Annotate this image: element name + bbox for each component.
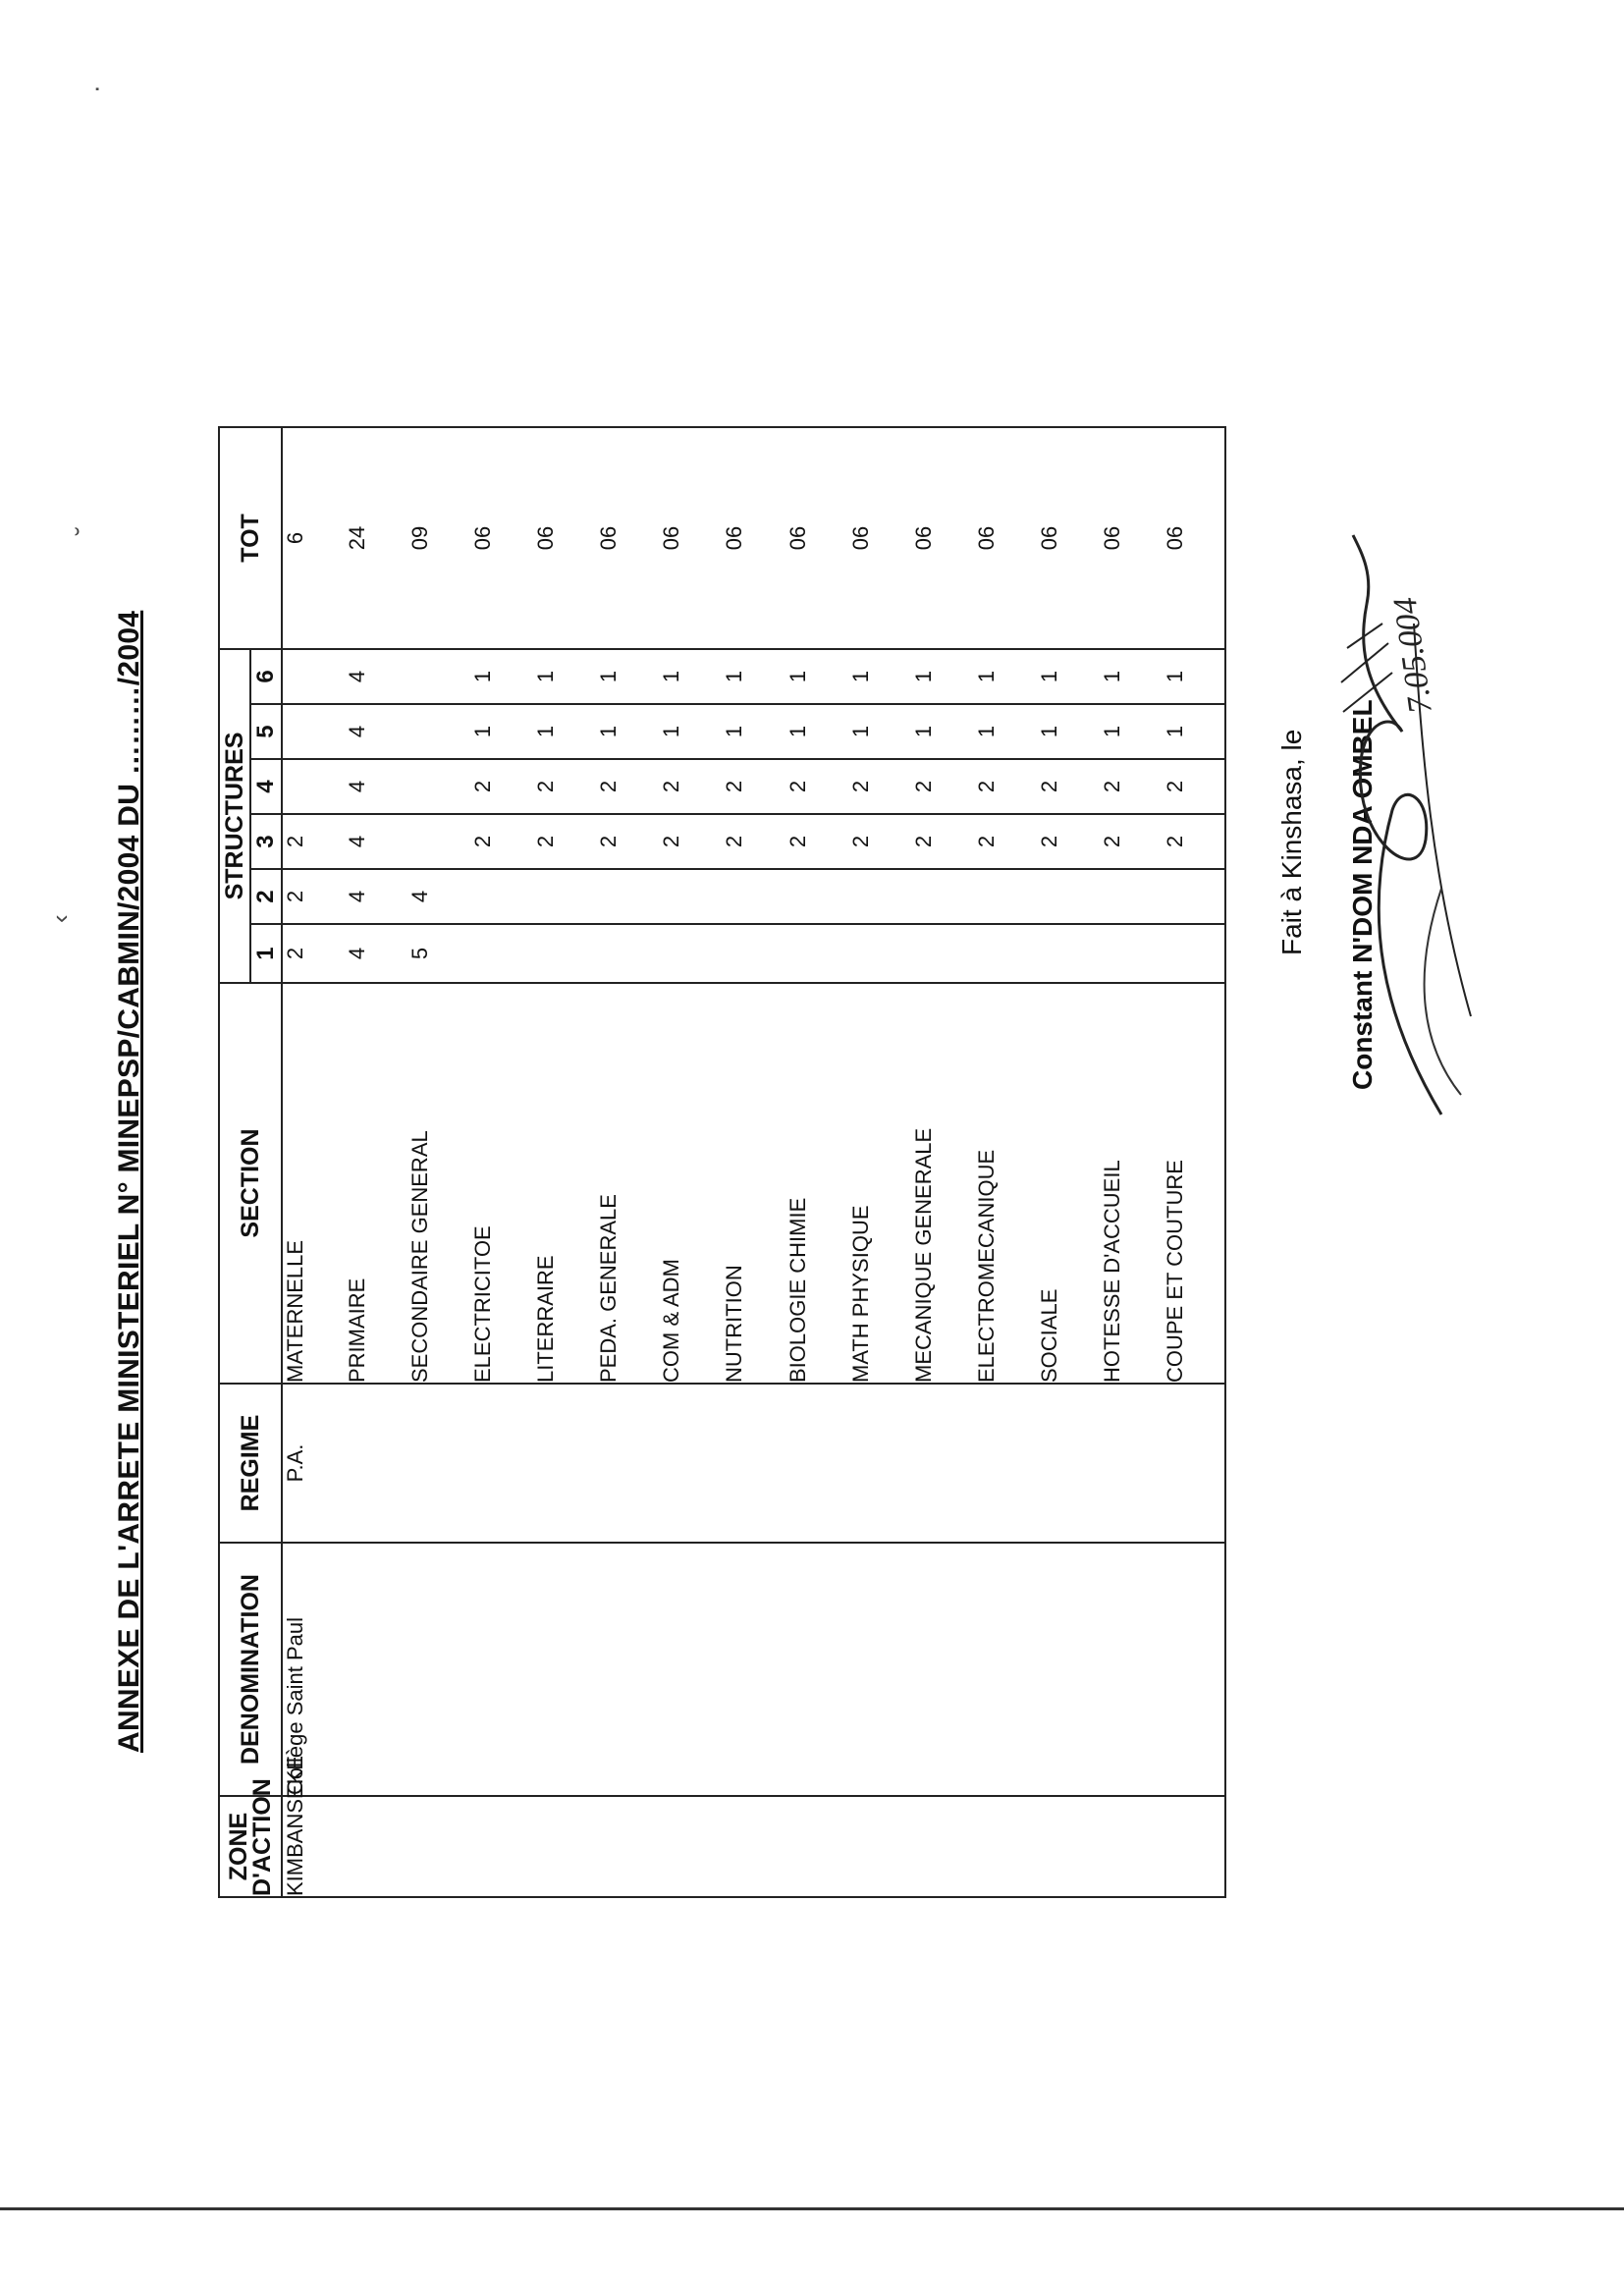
structure-level-5-cell: 1 (848, 704, 911, 759)
structure-level-4-cell: 2 (722, 759, 785, 814)
tot-cell: 06 (470, 427, 533, 649)
structure-level-1-cell (1163, 924, 1225, 983)
structure-level-4-cell: 2 (596, 759, 659, 814)
regime-cell (533, 1384, 596, 1543)
structure-level-6-cell (282, 649, 345, 704)
structure-level-3-cell: 2 (911, 814, 974, 869)
structure-level-1-cell (533, 924, 596, 983)
tot-cell: 06 (848, 427, 911, 649)
structure-level-1-cell: 5 (407, 924, 470, 983)
regime-cell (1163, 1384, 1225, 1543)
structure-level-2-cell: 2 (282, 869, 345, 924)
denomination-cell (345, 1543, 407, 1796)
structure-level-1-cell: 2 (282, 924, 345, 983)
zone-cell: KIMBANSEKE (282, 1796, 345, 1897)
structure-level-3-cell: 2 (1037, 814, 1100, 869)
regime-cell (974, 1384, 1037, 1543)
structure-level-6-cell: 1 (596, 649, 659, 704)
structure-level-2-cell (911, 869, 974, 924)
denomination-cell (1100, 1543, 1163, 1796)
annexe-table (218, 426, 1226, 1898)
table-row (470, 427, 533, 1897)
structure-level-3-cell (407, 814, 470, 869)
tot-cell: 24 (345, 427, 407, 649)
zone-cell (345, 1796, 407, 1897)
regime-cell (596, 1384, 659, 1543)
zone-cell (470, 1796, 533, 1897)
structure-level-5-cell: 1 (1100, 704, 1163, 759)
section-cell: MECANIQUE GENERALE (911, 983, 974, 1384)
structure-level-6-cell: 1 (911, 649, 974, 704)
structure-level-4-cell (407, 759, 470, 814)
structure-level-2-cell (1100, 869, 1163, 924)
handwritten-signature (1324, 525, 1490, 1134)
regime-cell (345, 1384, 407, 1543)
document-title: ANNEXE DE L'ARRETE MINISTERIEL N° MINEPSP/CABMIN/2004 DU ………/2004 (113, 610, 145, 1753)
structure-level-4-cell: 2 (911, 759, 974, 814)
structure-level-4-cell: 2 (1037, 759, 1100, 814)
structure-level-4-cell: 2 (1100, 759, 1163, 814)
tot-cell: 06 (911, 427, 974, 649)
scan-edge-line (0, 2207, 1624, 2210)
zone-cell (785, 1796, 848, 1897)
structure-level-6-cell: 1 (785, 649, 848, 704)
table-row (282, 427, 345, 1897)
zone-cell (1037, 1796, 1100, 1897)
structure-level-4-cell: 2 (848, 759, 911, 814)
section-cell: ELECTROMECANIQUE (974, 983, 1037, 1384)
zone-cell (911, 1796, 974, 1897)
zone-cell (1100, 1796, 1163, 1897)
regime-cell (848, 1384, 911, 1543)
structure-level-1-cell: 4 (345, 924, 407, 983)
header-structures: STRUCTURES (219, 649, 250, 983)
structure-level-1-cell (1100, 924, 1163, 983)
section-cell: NUTRITION (722, 983, 785, 1384)
structure-level-5-cell (282, 704, 345, 759)
table-row (407, 427, 470, 1897)
tot-cell: 06 (533, 427, 596, 649)
zone-cell (722, 1796, 785, 1897)
signature-date: 7.05.004 (1386, 595, 1439, 717)
header-section: SECTION (219, 983, 282, 1384)
section-cell: LITERRAIRE (533, 983, 596, 1384)
structure-level-4-cell (282, 759, 345, 814)
denomination-cell (911, 1543, 974, 1796)
tot-cell: 06 (596, 427, 659, 649)
denomination-cell (407, 1543, 470, 1796)
denomination-cell (785, 1543, 848, 1796)
table-header (219, 427, 282, 1897)
table-row (1100, 427, 1163, 1897)
table-row (1037, 427, 1100, 1897)
structure-level-3-cell: 2 (1163, 814, 1225, 869)
structure-level-3-cell: 2 (659, 814, 722, 869)
regime-cell (659, 1384, 722, 1543)
structure-level-2-cell (1163, 869, 1225, 924)
structure-level-6-cell: 1 (470, 649, 533, 704)
section-cell: SECONDAIRE GENERAL (407, 983, 470, 1384)
zone-cell (848, 1796, 911, 1897)
structure-level-2-cell (974, 869, 1037, 924)
regime-cell (785, 1384, 848, 1543)
structure-level-4-cell: 2 (785, 759, 848, 814)
header-level-1: 1 (250, 924, 282, 983)
signatory-name: Constant N'DOM NDA OMBEL (1347, 699, 1378, 1090)
tot-cell: 06 (1037, 427, 1100, 649)
structure-level-3-cell: 2 (533, 814, 596, 869)
header-zone (219, 1778, 282, 1897)
structure-level-2-cell (722, 869, 785, 924)
tot-cell: 6 (282, 427, 345, 649)
regime-cell (1100, 1384, 1163, 1543)
structure-level-4-cell: 2 (533, 759, 596, 814)
structure-level-6-cell (407, 649, 470, 704)
structure-level-5-cell: 1 (659, 704, 722, 759)
structure-level-3-cell: 2 (722, 814, 785, 869)
structure-level-6-cell: 1 (974, 649, 1037, 704)
structure-level-5-cell: 1 (785, 704, 848, 759)
structure-level-6-cell: 1 (1163, 649, 1225, 704)
tot-cell: 06 (659, 427, 722, 649)
denomination-cell (722, 1543, 785, 1796)
structure-level-6-cell: 1 (1100, 649, 1163, 704)
structure-level-1-cell (911, 924, 974, 983)
structure-level-2-cell (470, 869, 533, 924)
structure-level-1-cell (785, 924, 848, 983)
structure-level-1-cell (470, 924, 533, 983)
structure-level-4-cell: 2 (974, 759, 1037, 814)
structure-level-2-cell (1037, 869, 1100, 924)
zone-cell (1163, 1796, 1225, 1897)
structure-level-1-cell (1037, 924, 1100, 983)
structure-level-5-cell: 1 (974, 704, 1037, 759)
structure-level-5-cell (407, 704, 470, 759)
zone-cell (974, 1796, 1037, 1897)
denomination-cell (1163, 1543, 1225, 1796)
section-cell: MATERNELLE (282, 983, 345, 1384)
structure-level-4-cell: 4 (345, 759, 407, 814)
section-cell: COUPE ET COUTURE (1163, 983, 1225, 1384)
denomination-cell (1037, 1543, 1100, 1796)
structure-level-6-cell: 1 (659, 649, 722, 704)
tot-cell: 06 (1100, 427, 1163, 649)
regime-cell: P.A. (282, 1384, 345, 1543)
tot-cell: 06 (722, 427, 785, 649)
structure-level-1-cell (974, 924, 1037, 983)
section-cell: ELECTRICITOE (470, 983, 533, 1384)
structure-level-3-cell: 4 (345, 814, 407, 869)
structure-level-4-cell: 2 (1163, 759, 1225, 814)
regime-cell (407, 1384, 470, 1543)
table-row (974, 427, 1037, 1897)
structure-level-2-cell (785, 869, 848, 924)
scan-mark: ‹ (45, 914, 75, 923)
footer-place: Fait à Kinshasa, le (1276, 729, 1307, 955)
structure-level-1-cell (596, 924, 659, 983)
section-cell: COM & ADM (659, 983, 722, 1384)
section-cell: HOTESSE D'ACCUEIL (1100, 983, 1163, 1384)
structure-level-4-cell: 2 (470, 759, 533, 814)
structure-level-2-cell (596, 869, 659, 924)
section-cell: SOCIALE (1037, 983, 1100, 1384)
structure-level-5-cell: 4 (345, 704, 407, 759)
denomination-cell (596, 1543, 659, 1796)
table-body (282, 427, 1225, 1897)
section-cell: PEDA. GENERALE (596, 983, 659, 1384)
regime-cell (470, 1384, 533, 1543)
structure-level-5-cell: 1 (470, 704, 533, 759)
structure-level-5-cell: 1 (722, 704, 785, 759)
structure-level-1-cell (848, 924, 911, 983)
zone-cell (407, 1796, 470, 1897)
tot-cell: 06 (974, 427, 1037, 649)
denomination-cell (659, 1543, 722, 1796)
header-zone-label: ZONE D'ACTION (225, 1778, 276, 1896)
table-row (911, 427, 974, 1897)
tot-cell: 06 (1163, 427, 1225, 649)
structure-level-3-cell: 2 (282, 814, 345, 869)
structure-level-3-cell: 2 (974, 814, 1037, 869)
structure-level-5-cell: 1 (1163, 704, 1225, 759)
table-row (722, 427, 785, 1897)
denomination-cell: Collège Saint Paul (282, 1543, 345, 1796)
table-row (848, 427, 911, 1897)
structure-level-6-cell: 1 (848, 649, 911, 704)
structure-level-1-cell (722, 924, 785, 983)
header-level-3: 3 (250, 814, 282, 869)
table-row (785, 427, 848, 1897)
zone-cell (659, 1796, 722, 1897)
header-tot: TOT (219, 427, 282, 649)
structure-level-5-cell: 1 (596, 704, 659, 759)
structure-level-6-cell: 1 (533, 649, 596, 704)
header-regime: REGIME (219, 1384, 282, 1543)
zone-cell (533, 1796, 596, 1897)
structure-level-3-cell: 2 (785, 814, 848, 869)
structure-level-5-cell: 1 (533, 704, 596, 759)
header-level-5: 5 (250, 704, 282, 759)
structure-level-3-cell: 2 (1100, 814, 1163, 869)
structure-level-3-cell: 2 (470, 814, 533, 869)
denomination-cell (848, 1543, 911, 1796)
structure-level-2-cell: 4 (407, 869, 470, 924)
structure-level-2-cell (848, 869, 911, 924)
structure-level-2-cell (659, 869, 722, 924)
denomination-cell (533, 1543, 596, 1796)
tot-cell: 09 (407, 427, 470, 649)
structure-level-1-cell (659, 924, 722, 983)
structure-level-5-cell: 1 (1037, 704, 1100, 759)
section-cell: MATH PHYSIQUE (848, 983, 911, 1384)
scan-mark: · (81, 84, 110, 93)
table-row (1163, 427, 1225, 1897)
header-level-2: 2 (250, 869, 282, 924)
structure-level-6-cell: 1 (722, 649, 785, 704)
table-row (659, 427, 722, 1897)
scan-mark: ˘ (71, 526, 100, 535)
structure-level-6-cell: 1 (1037, 649, 1100, 704)
structure-level-2-cell: 4 (345, 869, 407, 924)
table-row (596, 427, 659, 1897)
denomination-cell (974, 1543, 1037, 1796)
structure-level-3-cell: 2 (596, 814, 659, 869)
section-cell: BIOLOGIE CHIMIE (785, 983, 848, 1384)
structure-level-2-cell (533, 869, 596, 924)
structure-level-4-cell: 2 (659, 759, 722, 814)
table-row (533, 427, 596, 1897)
regime-cell (722, 1384, 785, 1543)
structure-level-3-cell: 2 (848, 814, 911, 869)
zone-cell (596, 1796, 659, 1897)
denomination-cell (470, 1543, 533, 1796)
header-level-4: 4 (250, 759, 282, 814)
regime-cell (1037, 1384, 1100, 1543)
regime-cell (911, 1384, 974, 1543)
table-row (345, 427, 407, 1897)
section-cell: PRIMAIRE (345, 983, 407, 1384)
header-level-6: 6 (250, 649, 282, 704)
structure-level-6-cell: 4 (345, 649, 407, 704)
header-denomination: DENOMINATION (219, 1543, 282, 1796)
tot-cell: 06 (785, 427, 848, 649)
structure-level-5-cell: 1 (911, 704, 974, 759)
